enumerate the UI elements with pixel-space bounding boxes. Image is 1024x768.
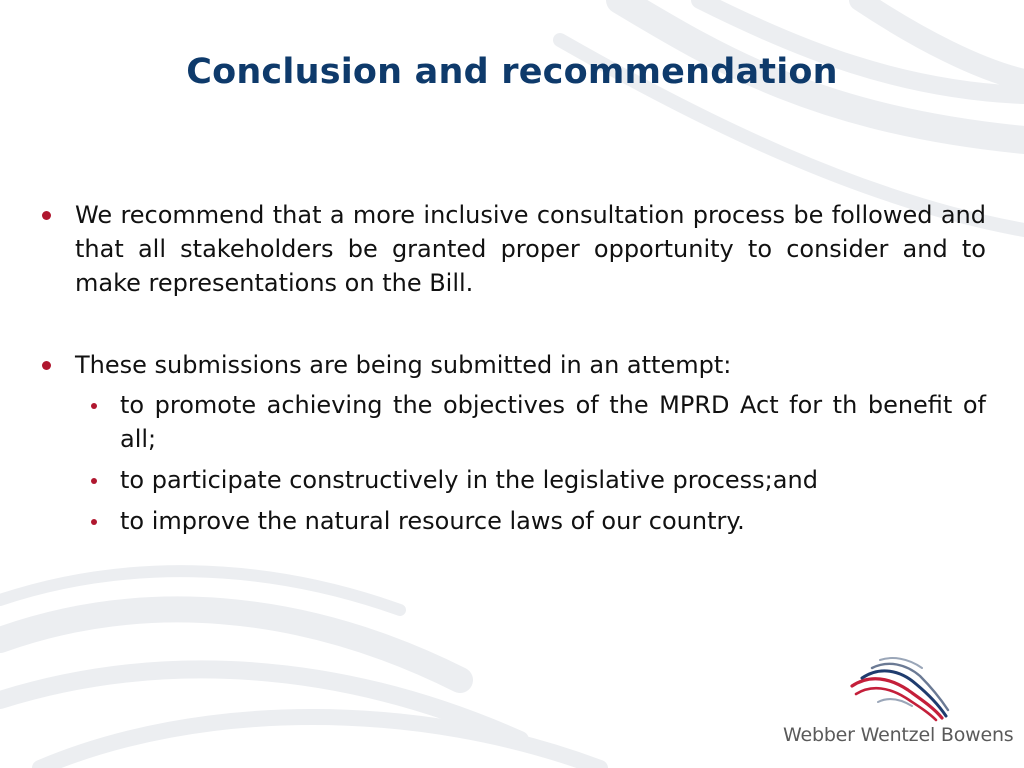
bullet-dot-icon: [42, 211, 51, 220]
sub-bullet-text: to promote achieving the objectives of the MPRD Act for th benefit of all;: [120, 391, 986, 453]
flag-wave-logo-icon: [850, 656, 950, 722]
sub-bullet-dot-icon: [91, 403, 97, 409]
sub-bullet-dot-icon: [91, 519, 97, 525]
brand-name: Webber Wentzel Bowens: [783, 724, 1014, 746]
bullet-text: These submissions are being submitted in an attempt:: [75, 351, 732, 379]
bullet-list: [40, 198, 986, 545]
sub-bullet-dot-icon: [91, 478, 97, 484]
sub-bullet-text: to participate constructively in the legislative process;and: [120, 466, 818, 494]
sub-bullet-text: to improve the natural resource laws of our country.: [120, 507, 745, 535]
bullet-text: We recommend that a more inclusive consultation process be followed and that all stakeholders be granted proper opportunity to consider and to make representations on the Bill.: [75, 201, 986, 297]
sub-bullet-item: [40, 388, 986, 456]
sub-bullet-item: [40, 463, 986, 497]
bullet-dot-icon: [42, 361, 51, 370]
slide-title: Conclusion and recommendation: [186, 52, 838, 92]
bullet-item: [40, 198, 986, 300]
sub-bullet-item: [40, 504, 986, 538]
brand-logo: [780, 652, 1020, 762]
bullet-item: [40, 348, 986, 382]
sub-bullet-list: [40, 388, 986, 538]
